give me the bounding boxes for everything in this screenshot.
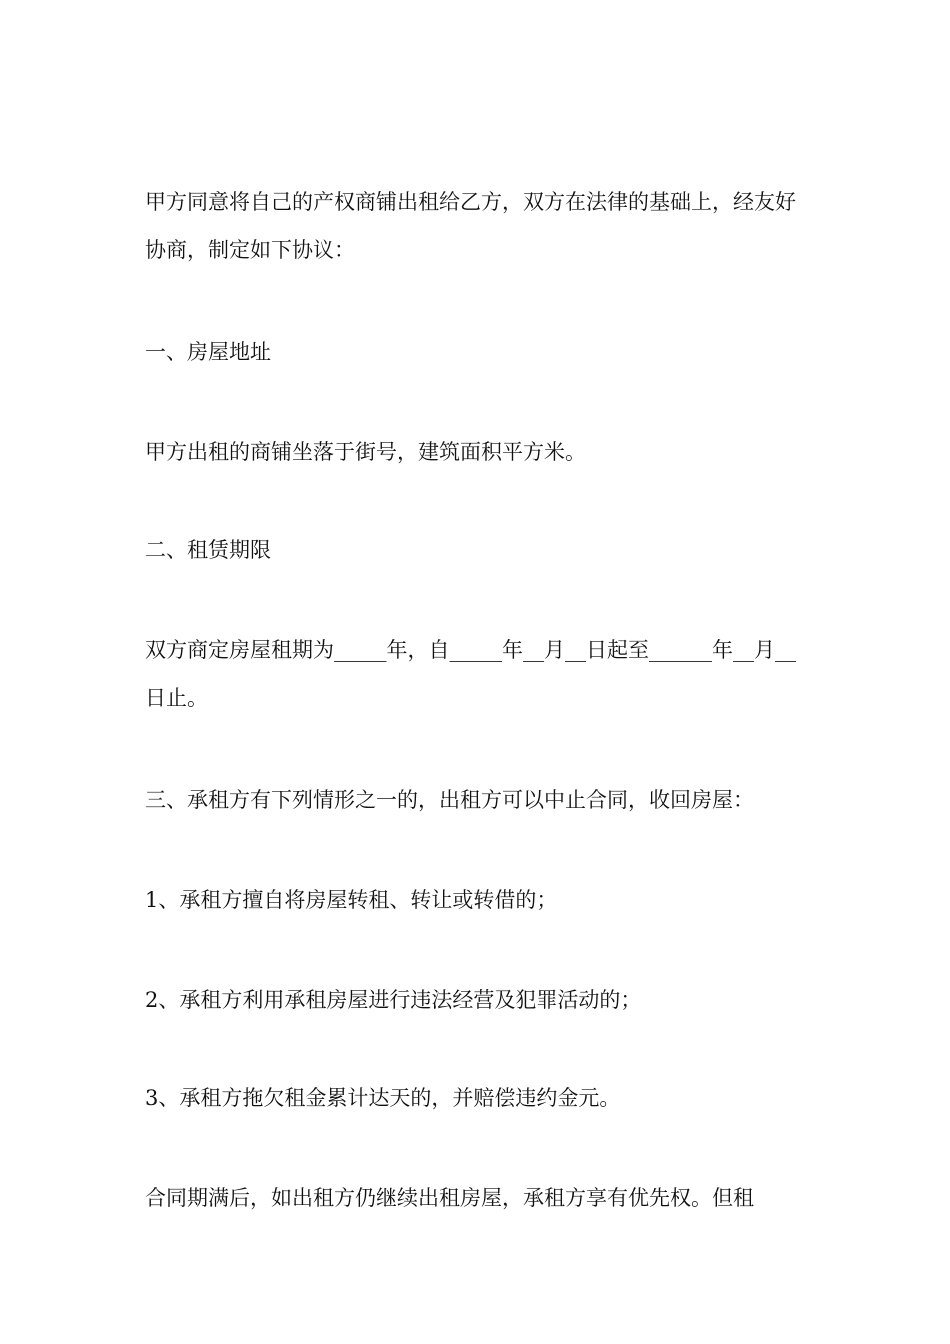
term-paragraph: 双方商定房屋租期为_____年，自_____年__月__日起至______年__月__日止。 [145,638,796,710]
section-heading-termination: 三、承租方有下列情形之一的，出租方可以中止合同，收回房屋： [145,788,754,812]
list-item-2: 2、承租方利用承租房屋进行违法经营及犯罪活动的； [145,988,642,1012]
list-item-1: 1、承租方擅自将房屋转租、转让或转借的； [145,888,558,912]
intro-paragraph: 甲方同意将自己的产权商铺出租给乙方，双方在法律的基础上，经友好协商，制定如下协议： [145,190,796,262]
address-paragraph: 甲方出租的商铺坐落于街号，建筑面积平方米。 [145,440,586,464]
renewal-paragraph: 合同期满后，如出租方仍继续出租房屋，承租方享有优先权。但租 [145,1186,754,1210]
section-heading-address: 一、房屋地址 [145,340,271,364]
section-heading-term: 二、租赁期限 [145,538,271,562]
list-item-3: 3、承租方拖欠租金累计达天的，并赔偿违约金元。 [145,1086,621,1110]
